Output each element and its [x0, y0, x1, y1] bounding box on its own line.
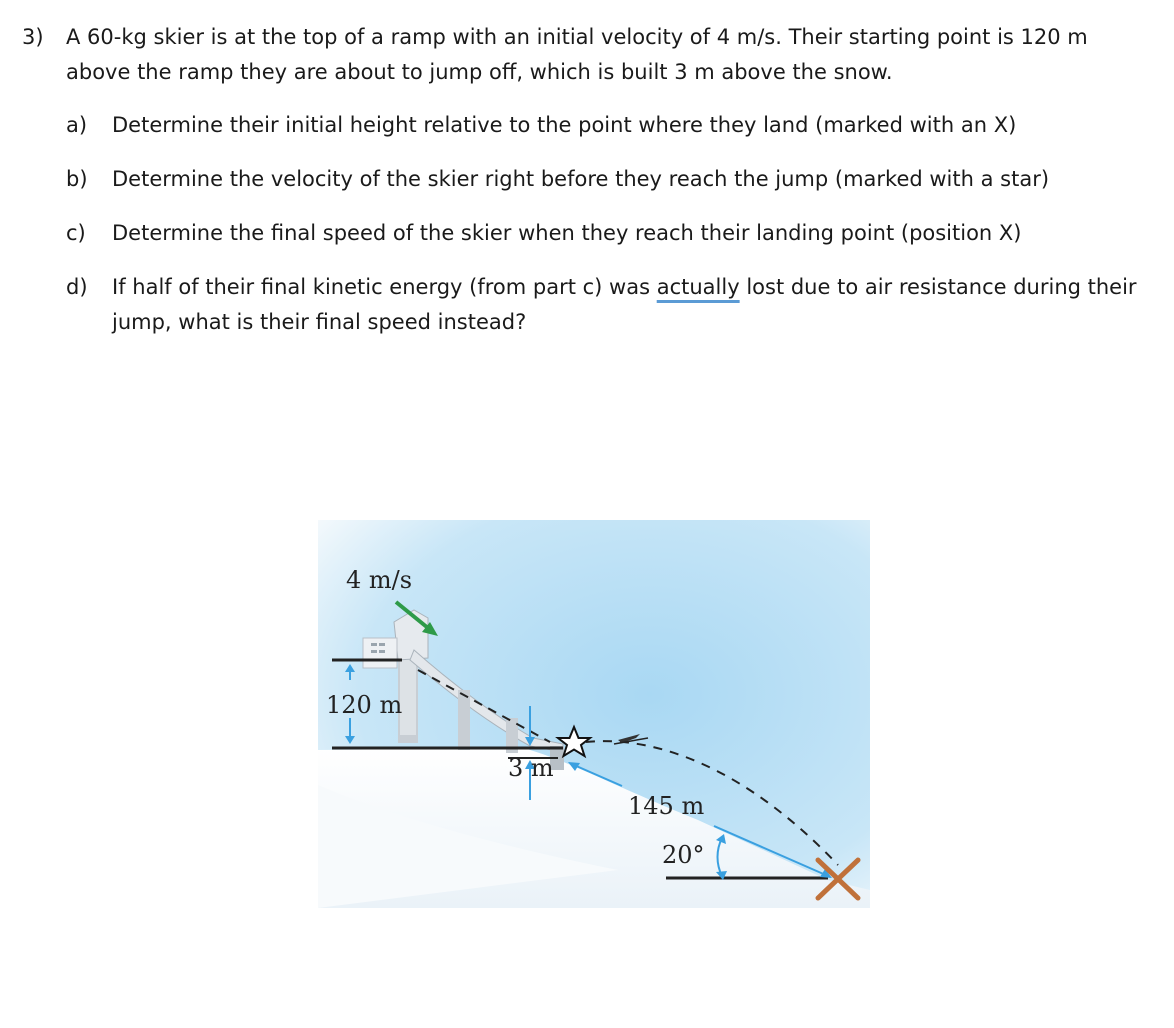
ski-jump-figure — [318, 520, 870, 908]
part-letter: c) — [66, 221, 86, 245]
question — [22, 20, 1152, 359]
part-text: Determine their initial height relative to the point where they land (marked with an X) — [112, 113, 1017, 137]
angle-label: 20° — [662, 841, 705, 869]
part-text: Determine the final speed of the skier when they reach their landing point (position X) — [112, 221, 1022, 245]
question-parts — [22, 108, 1152, 340]
question-stem — [22, 20, 1152, 90]
part-c — [66, 216, 1152, 251]
part-d — [66, 270, 1152, 340]
part-text: Determine the velocity of the skier right before they reach the jump (marked with a star) — [112, 167, 1050, 191]
underlined-word: actually — [656, 275, 740, 299]
question-number: 3) — [22, 25, 44, 49]
distance-label: 145 m — [628, 792, 705, 820]
height-label: 120 m — [326, 691, 403, 719]
part-b — [66, 162, 1152, 197]
part-letter: b) — [66, 167, 88, 191]
part-letter: d) — [66, 275, 88, 299]
ski-jump-diagram — [318, 520, 870, 908]
part-text — [112, 270, 1152, 340]
ramp-height-label: 3 m — [508, 754, 554, 782]
part-a — [66, 108, 1152, 143]
part-d-text-pre: If half of their final kinetic energy (from part c) was — [112, 275, 657, 299]
part-letter: a) — [66, 113, 88, 137]
question-stem-text: A 60-kg skier is at the top of a ramp with an initial velocity of 4 m/s. Their starting point is 120 m above the ramp they are about to jump off, which is built 3 m above the snow. — [66, 25, 1088, 84]
velocity-label: 4 m/s — [346, 566, 413, 594]
part-d-text-post: lost due to air resistance during their jump, what is their final speed instead? — [112, 275, 1137, 334]
